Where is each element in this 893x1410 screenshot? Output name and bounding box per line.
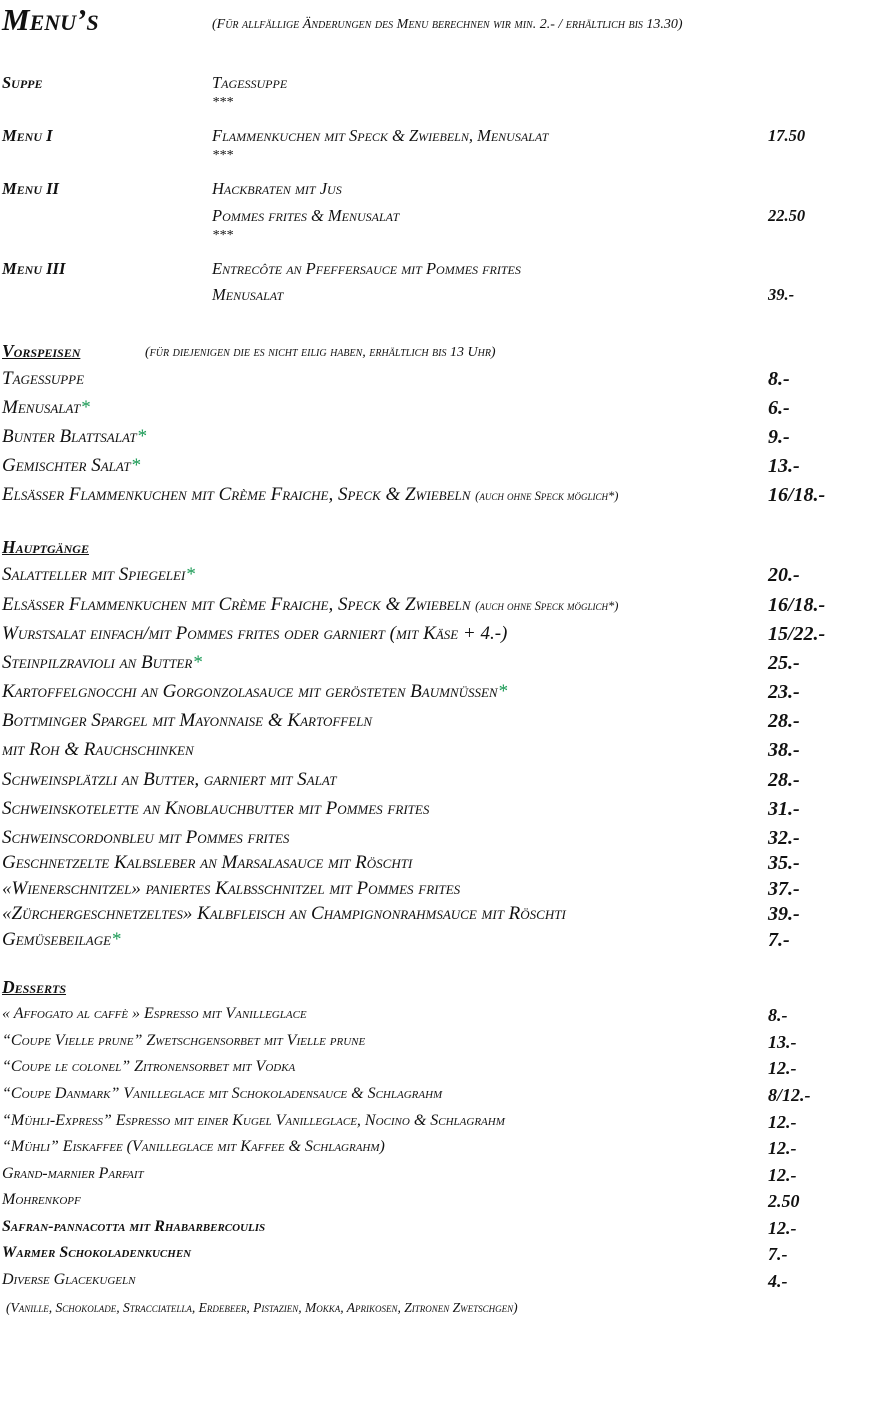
item-price: 8.-	[768, 1005, 788, 1025]
item-price: 38.-	[768, 739, 800, 761]
menu-item	[0, 929, 893, 955]
item-name	[2, 903, 566, 925]
item-name-text: “Mühli” Eiskaffee (Vanilleglace mit Kaffee & Schlagrahm)	[2, 1138, 385, 1155]
menu-item	[0, 769, 893, 795]
item-name-text: Geschnetzelte Kalbsleber an Marsalasauce mit Röschti	[2, 852, 413, 873]
menu-item	[0, 623, 893, 649]
item-price: 31.-	[768, 798, 800, 820]
menu-description: Tagessuppe	[212, 73, 288, 92]
item-price: 25.-	[768, 652, 800, 674]
menu-label: Menu I	[2, 126, 53, 145]
item-price: 28.-	[768, 769, 800, 791]
separator-stars: ***	[212, 95, 233, 110]
item-name	[2, 1058, 295, 1076]
item-name-text: Salatteller mit Spiegelei	[2, 564, 186, 585]
page-title: Menu’s	[2, 2, 99, 37]
item-name	[2, 564, 196, 586]
item-price: 12.-	[768, 1218, 797, 1238]
item-price: 2.50	[768, 1191, 800, 1211]
item-name-text: “Mühli-Express” Espresso mit einer Kugel Vanilleglace, Nocino & Schlagrahm	[2, 1112, 505, 1129]
item-price: 8.-	[768, 368, 790, 390]
title-note: (Für allfällige Änderungen des Menu berechnen wir min. 2.- / erhältlich bis 13.30)	[212, 17, 683, 32]
item-name	[2, 1005, 307, 1023]
menu-item	[0, 1165, 893, 1191]
item-name	[2, 1244, 191, 1262]
menu-item	[0, 1085, 893, 1111]
item-note: (auch ohne Speck möglich*)	[475, 489, 619, 503]
item-name	[2, 1032, 365, 1050]
menu-item	[0, 681, 893, 707]
item-name	[2, 1138, 385, 1156]
item-price: 39.-	[768, 903, 800, 925]
menu-item	[0, 397, 893, 423]
item-name	[2, 1271, 135, 1289]
menu-item	[0, 652, 893, 678]
item-name	[2, 1112, 505, 1130]
vorspeisen-note: (für diejenigen die es nicht eilig haben, erhältlich bis 13 Uhr)	[145, 345, 496, 360]
menu-item	[0, 1218, 893, 1244]
item-name-text: Safran-pannacotta mit Rhabarbercoulis	[2, 1218, 266, 1235]
item-name	[2, 878, 460, 900]
menu-item	[0, 710, 893, 736]
menu-description: Flammenkuchen mit Speck & Zwiebeln, Menusalat	[212, 126, 549, 145]
item-price: 9.-	[768, 426, 790, 448]
item-price: 16/18.-	[768, 594, 826, 616]
vegetarian-star: *	[137, 426, 148, 447]
section-heading-desserts: Desserts	[2, 977, 67, 997]
vegetarian-star: *	[131, 455, 142, 476]
item-name	[2, 1218, 265, 1236]
item-name	[2, 594, 618, 616]
menu-item	[0, 1032, 893, 1058]
section-heading-vorspeisen: Vorspeisen	[2, 341, 81, 361]
item-name-text: Diverse Glacekugeln	[2, 1271, 136, 1288]
item-price: 15/22.-	[768, 623, 826, 645]
item-name-text: “Coupe Vielle prune” Zwetschgensorbet mit Vielle prune	[2, 1032, 366, 1049]
menu-item	[0, 1271, 893, 1297]
item-name-text: «Wienerschnitzel» paniertes Kalbsschnitzel mit Pommes frites	[2, 878, 461, 899]
item-name	[2, 681, 508, 703]
menu-item	[0, 827, 893, 853]
item-name	[2, 710, 372, 732]
item-name-text: Schweinskotelette an Knoblauchbutter mit Pommes frites	[2, 798, 430, 819]
menu-item	[0, 1191, 893, 1217]
vegetarian-star: *	[81, 397, 91, 418]
menu-item	[0, 1112, 893, 1138]
item-name-text: Gemischter Salat	[2, 455, 131, 476]
item-name-text: Bunter Blattsalat	[2, 426, 137, 447]
separator-stars: ***	[212, 228, 233, 243]
menu-label: Suppe	[2, 73, 43, 92]
item-name-text: Mohrenkopf	[2, 1191, 81, 1208]
item-name-text: Tagessuppe	[2, 368, 85, 389]
menu-label: Menu III	[2, 259, 66, 278]
item-name-text: Kartoffelgnocchi an Gorgonzolasauce mit gerösteten Baumnüssen	[2, 681, 498, 702]
separator-stars: ***	[212, 148, 233, 163]
item-name-text: “Coupe Danmark” Vanilleglace mit Schokoladensauce & Schlagrahm	[2, 1085, 443, 1102]
item-name-text: Grand-marnier Parfait	[2, 1165, 144, 1182]
item-price: 12.-	[768, 1058, 797, 1078]
menu-item	[0, 594, 893, 620]
item-name-text: Warmer Schokoladenkuchen	[2, 1244, 192, 1261]
item-price: 20.-	[768, 564, 800, 586]
item-price: 13.-	[768, 455, 800, 477]
vegetarian-star: *	[193, 652, 203, 673]
item-price: 28.-	[768, 710, 800, 732]
menu-item	[0, 564, 893, 590]
menu-item	[0, 1244, 893, 1270]
menu-description-line2: Menusalat	[212, 285, 284, 304]
menu-item	[0, 878, 893, 904]
item-price: 37.-	[768, 878, 800, 900]
item-name-text: Bottminger Spargel mit Mayonnaise & Kartoffeln	[2, 710, 373, 731]
item-price: 8/12.-	[768, 1085, 811, 1105]
menu-item	[0, 739, 893, 765]
item-price: 35.-	[768, 852, 800, 874]
item-name	[2, 769, 337, 791]
menu-label: Menu II	[2, 179, 59, 198]
vegetarian-star: *	[112, 929, 122, 950]
menu-item	[0, 1058, 893, 1084]
item-price: 6.-	[768, 397, 790, 419]
item-name-text: «Zürchergeschnetzeltes» Kalbfleisch an Champignonrahmsauce mit Röschti	[2, 903, 566, 924]
menu-item	[0, 903, 893, 929]
menu-description: Hackbraten mit Jus	[212, 179, 342, 198]
item-name	[2, 1085, 442, 1103]
menu-item	[0, 368, 893, 394]
menu-item	[0, 484, 893, 510]
item-name-text: Schweinscordonbleu mit Pommes frites	[2, 827, 290, 848]
menu-item	[0, 798, 893, 824]
item-price: 12.-	[768, 1165, 797, 1185]
item-name-text: Steinpilzravioli an Butter	[2, 652, 193, 673]
vegetarian-star: *	[498, 681, 509, 702]
item-name-text: Gemüsebeilage	[2, 929, 112, 950]
item-name	[2, 368, 84, 390]
item-name	[2, 827, 289, 849]
item-price: 4.-	[768, 1271, 788, 1291]
menu-description: Entrecôte an Pfeffersauce mit Pommes frites	[212, 259, 521, 278]
item-note: (auch ohne Speck möglich*)	[475, 599, 619, 613]
vegetarian-star: *	[186, 564, 196, 585]
menu-item	[0, 426, 893, 452]
item-price: 12.-	[768, 1138, 797, 1158]
item-price: 7.-	[768, 929, 790, 951]
menu-price: 17.50	[768, 126, 806, 145]
item-name-text: “Coupe le colonel” Zitronensorbet mit Vodka	[2, 1058, 296, 1075]
item-name-text: « Affogato al caffè » Espresso mit Vanilleglace	[2, 1005, 307, 1022]
item-name	[2, 1165, 144, 1183]
item-name	[2, 455, 141, 477]
flavors-note: (Vanille, Schokolade, Stracciatella, Erdebeer, Pistazien, Mokka, Aprikosen, Zitronen Zwetschgen)	[6, 1300, 518, 1315]
menu-item	[0, 852, 893, 878]
item-price: 23.-	[768, 681, 800, 703]
item-name	[2, 397, 91, 419]
item-name-text: Elsässer Flammenkuchen mit Crème Fraiche, Speck & Zwiebeln	[2, 594, 471, 615]
item-name	[2, 739, 194, 761]
item-name	[2, 798, 429, 820]
menu-description-line2: Pommes frites & Menusalat	[212, 206, 400, 225]
item-name	[2, 623, 507, 645]
item-price: 12.-	[768, 1112, 797, 1132]
item-name-text: Elsässer Flammenkuchen mit Crème Fraiche, Speck & Zwiebeln	[2, 484, 471, 505]
item-price: 32.-	[768, 827, 800, 849]
item-price: 7.-	[768, 1244, 788, 1264]
item-name-text: mit Roh & Rauchschinken	[2, 739, 194, 760]
menu-item	[0, 455, 893, 481]
item-price: 16/18.-	[768, 484, 826, 506]
section-heading-hauptgaenge: Hauptgänge	[2, 537, 89, 557]
item-price: 13.-	[768, 1032, 797, 1052]
item-name-text: Menusalat	[2, 397, 81, 418]
item-name-text: Schweinsplätzli an Butter, garniert mit Salat	[2, 769, 337, 790]
item-name	[2, 652, 203, 674]
menu-item	[0, 1005, 893, 1031]
item-name	[2, 852, 412, 874]
item-name	[2, 929, 122, 951]
item-name	[2, 484, 618, 506]
item-name	[2, 1191, 81, 1209]
menu-item	[0, 1138, 893, 1164]
menu-price: 22.50	[768, 206, 806, 225]
item-name	[2, 426, 147, 448]
item-name-text: Wurstsalat einfach/mit Pommes frites oder garniert (mit Käse + 4.-)	[2, 623, 508, 644]
menu-price: 39.-	[768, 285, 795, 304]
